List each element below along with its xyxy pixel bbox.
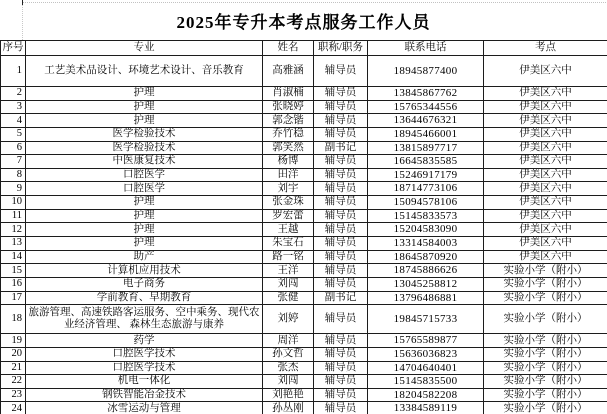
table-row xyxy=(1,305,607,334)
cell-phone: 14704640401 xyxy=(368,361,484,375)
cell-no: 14 xyxy=(1,250,26,264)
cell-major: 护理 xyxy=(26,223,263,237)
cell-name: 张金珠 xyxy=(263,196,314,210)
cell-site: 实验小学（附小） xyxy=(484,277,607,291)
cell-name: 刘宇 xyxy=(263,182,314,196)
cell-site: 实验小学（附小） xyxy=(484,375,607,389)
cell-major: 医学检验技术 xyxy=(26,127,263,141)
cell-phone: 13796486881 xyxy=(368,291,484,305)
cell-no: 19 xyxy=(1,334,26,348)
col-header-name: 姓名 xyxy=(263,41,314,56)
cell-site: 伊美区六中 xyxy=(484,237,607,251)
cell-site: 伊美区六中 xyxy=(484,209,607,223)
cell-site: 伊美区六中 xyxy=(484,87,607,101)
cell-major: 钢铁智能冶金技术 xyxy=(26,388,263,402)
cell-name: 刘婷 xyxy=(263,305,314,334)
cell-title: 辅导员 xyxy=(314,56,368,87)
cell-name: 周洋 xyxy=(263,334,314,348)
cell-name: 肖淑楠 xyxy=(263,87,314,101)
cell-major: 药学 xyxy=(26,334,263,348)
cell-no: 21 xyxy=(1,361,26,375)
cell-title: 辅导员 xyxy=(314,402,368,414)
cell-major: 口腔医学 xyxy=(26,168,263,182)
cell-title: 辅导员 xyxy=(314,347,368,361)
cell-phone: 18645870920 xyxy=(368,250,484,264)
cell-name: 罗宏蕾 xyxy=(263,209,314,223)
cell-phone: 15636036823 xyxy=(368,347,484,361)
cell-name: 张杰 xyxy=(263,361,314,375)
table-row xyxy=(1,250,607,264)
cell-name: 刘艳艳 xyxy=(263,388,314,402)
cell-title: 辅导员 xyxy=(314,114,368,128)
cell-no: 12 xyxy=(1,223,26,237)
cell-phone: 13845867762 xyxy=(368,87,484,101)
header-row xyxy=(1,41,607,56)
cell-no: 17 xyxy=(1,291,26,305)
cell-no: 11 xyxy=(1,209,26,223)
cell-major: 口腔医学 xyxy=(26,182,263,196)
cell-major: 学前教育、早期教育 xyxy=(26,291,263,305)
table-row xyxy=(1,155,607,169)
cell-no: 7 xyxy=(1,155,26,169)
cell-title: 辅导员 xyxy=(314,196,368,210)
cell-site: 实验小学（附小） xyxy=(484,347,607,361)
cell-title: 辅导员 xyxy=(314,237,368,251)
cell-name: 乔竹稳 xyxy=(263,127,314,141)
cell-phone: 15094578106 xyxy=(368,196,484,210)
cell-site: 实验小学（附小） xyxy=(484,388,607,402)
cell-no: 4 xyxy=(1,114,26,128)
cell-site: 伊美区六中 xyxy=(484,250,607,264)
table-row xyxy=(1,114,607,128)
cell-name: 张晓婷 xyxy=(263,100,314,114)
col-header-no: 序号 xyxy=(1,41,26,56)
cell-title: 辅导员 xyxy=(314,250,368,264)
cell-phone: 15765589877 xyxy=(368,334,484,348)
col-header-title: 职称/职务 xyxy=(314,41,368,56)
document-title: 2025年专升本考点服务工作人员 xyxy=(176,12,431,32)
cell-title: 辅导员 xyxy=(314,264,368,278)
cell-site: 实验小学（附小） xyxy=(484,291,607,305)
cell-major: 冰雪运动与管理 xyxy=(26,402,263,414)
cell-site: 实验小学（附小） xyxy=(484,305,607,334)
cell-phone: 13815897717 xyxy=(368,141,484,155)
table-row xyxy=(1,196,607,210)
cell-name: 路一铭 xyxy=(263,250,314,264)
cell-major: 机电一体化 xyxy=(26,375,263,389)
cell-title: 副书记 xyxy=(314,291,368,305)
cell-no: 16 xyxy=(1,277,26,291)
cell-major: 电子商务 xyxy=(26,277,263,291)
table-row xyxy=(1,182,607,196)
cell-name: 刘闯 xyxy=(263,375,314,389)
cell-major: 口腔医学技术 xyxy=(26,361,263,375)
cell-phone: 15145833573 xyxy=(368,209,484,223)
cell-phone: 16645835585 xyxy=(368,155,484,169)
cell-no: 15 xyxy=(1,264,26,278)
table-row xyxy=(1,127,607,141)
cell-phone: 13384589119 xyxy=(368,402,484,414)
staff-table xyxy=(0,40,607,414)
cell-no: 8 xyxy=(1,168,26,182)
table-row xyxy=(1,237,607,251)
cell-title: 辅导员 xyxy=(314,209,368,223)
cell-phone: 15204583090 xyxy=(368,223,484,237)
cell-no: 24 xyxy=(1,402,26,414)
cell-site: 伊美区六中 xyxy=(484,114,607,128)
cell-name: 郭笑然 xyxy=(263,141,314,155)
cell-phone: 13644676321 xyxy=(368,114,484,128)
cell-site: 伊美区六中 xyxy=(484,196,607,210)
cell-no: 3 xyxy=(1,100,26,114)
table-row xyxy=(1,87,607,101)
table-row xyxy=(1,375,607,389)
cell-name: 孙丛刚 xyxy=(263,402,314,414)
cell-name: 王洋 xyxy=(263,264,314,278)
cell-no: 13 xyxy=(1,237,26,251)
cell-no: 10 xyxy=(1,196,26,210)
cell-major: 护理 xyxy=(26,237,263,251)
cell-title: 辅导员 xyxy=(314,375,368,389)
cell-title: 辅导员 xyxy=(314,182,368,196)
table-row xyxy=(1,223,607,237)
cell-site: 实验小学（附小） xyxy=(484,402,607,414)
cell-phone: 19845715733 xyxy=(368,305,484,334)
cell-name: 高雅涵 xyxy=(263,56,314,87)
cell-phone: 18745886626 xyxy=(368,264,484,278)
cell-site: 伊美区六中 xyxy=(484,155,607,169)
cell-phone: 13314584003 xyxy=(368,237,484,251)
cell-phone: 18204582208 xyxy=(368,388,484,402)
cell-major: 中医康复技术 xyxy=(26,155,263,169)
cell-phone: 15145835500 xyxy=(368,375,484,389)
cell-title: 辅导员 xyxy=(314,168,368,182)
cell-no: 5 xyxy=(1,127,26,141)
cell-no: 2 xyxy=(1,87,26,101)
cell-no: 20 xyxy=(1,347,26,361)
table-row xyxy=(1,334,607,348)
cell-site: 伊美区六中 xyxy=(484,168,607,182)
cell-title: 辅导员 xyxy=(314,100,368,114)
table-row xyxy=(1,56,607,87)
cell-site: 伊美区六中 xyxy=(484,56,607,87)
table-row xyxy=(1,100,607,114)
gridline-remnant-tick xyxy=(22,0,23,5)
cell-major: 旅游管理、高速铁路客运服务、空中乘务、现代农业经济管理、 森林生态旅游与康养 xyxy=(26,305,263,334)
cell-major: 护理 xyxy=(26,100,263,114)
table-row xyxy=(1,277,607,291)
cell-major: 护理 xyxy=(26,196,263,210)
gridline-remnant-horizontal xyxy=(22,2,606,3)
cell-phone: 18945877400 xyxy=(368,56,484,87)
table-row xyxy=(1,264,607,278)
title-band xyxy=(0,0,607,40)
cell-no: 9 xyxy=(1,182,26,196)
cell-no: 1 xyxy=(1,56,26,87)
cell-name: 郭念锴 xyxy=(263,114,314,128)
cell-name: 杨博 xyxy=(263,155,314,169)
cell-major: 医学检验技术 xyxy=(26,141,263,155)
cell-major: 护理 xyxy=(26,209,263,223)
cell-no: 6 xyxy=(1,141,26,155)
table-row xyxy=(1,388,607,402)
table-row xyxy=(1,402,607,414)
gridline-remnant-vertical xyxy=(22,0,23,40)
cell-name: 田洋 xyxy=(263,168,314,182)
cell-title: 辅导员 xyxy=(314,361,368,375)
cell-title: 辅导员 xyxy=(314,155,368,169)
cell-major: 计算机应用技术 xyxy=(26,264,263,278)
cell-name: 朱宝石 xyxy=(263,237,314,251)
cell-major: 助产 xyxy=(26,250,263,264)
cell-title: 辅导员 xyxy=(314,277,368,291)
cell-name: 张健 xyxy=(263,291,314,305)
cell-title: 辅导员 xyxy=(314,334,368,348)
col-header-site: 考点 xyxy=(484,41,607,56)
cell-phone: 15765344556 xyxy=(368,100,484,114)
cell-name: 孙文哲 xyxy=(263,347,314,361)
table-row xyxy=(1,168,607,182)
table-row xyxy=(1,347,607,361)
cell-no: 22 xyxy=(1,375,26,389)
cell-site: 伊美区六中 xyxy=(484,127,607,141)
cell-title: 辅导员 xyxy=(314,127,368,141)
table-row xyxy=(1,361,607,375)
cell-site: 伊美区六中 xyxy=(484,182,607,196)
cell-no: 18 xyxy=(1,305,26,334)
cell-major: 工艺美术品设计、环境艺术设计、音乐教育 xyxy=(26,56,263,87)
cell-title: 辅导员 xyxy=(314,305,368,334)
cell-title: 副书记 xyxy=(314,141,368,155)
cell-title: 辅导员 xyxy=(314,388,368,402)
col-header-major: 专业 xyxy=(26,41,263,56)
cell-phone: 18714773106 xyxy=(368,182,484,196)
cell-title: 辅导员 xyxy=(314,87,368,101)
cell-site: 伊美区六中 xyxy=(484,223,607,237)
cell-major: 护理 xyxy=(26,87,263,101)
cell-title: 辅导员 xyxy=(314,223,368,237)
cell-site: 伊美区六中 xyxy=(484,141,607,155)
cell-site: 实验小学（附小） xyxy=(484,361,607,375)
cell-phone: 15246917179 xyxy=(368,168,484,182)
cell-major: 口腔医学技术 xyxy=(26,347,263,361)
table-row xyxy=(1,291,607,305)
cell-site: 实验小学（附小） xyxy=(484,334,607,348)
cell-name: 王越 xyxy=(263,223,314,237)
cell-major: 护理 xyxy=(26,114,263,128)
col-header-phone: 联系电话 xyxy=(368,41,484,56)
cell-phone: 13045258812 xyxy=(368,277,484,291)
table-row xyxy=(1,209,607,223)
table-row xyxy=(1,141,607,155)
cell-name: 刘闯 xyxy=(263,277,314,291)
cell-no: 23 xyxy=(1,388,26,402)
cell-site: 伊美区六中 xyxy=(484,100,607,114)
cell-phone: 18945466001 xyxy=(368,127,484,141)
cell-site: 实验小学（附小） xyxy=(484,264,607,278)
